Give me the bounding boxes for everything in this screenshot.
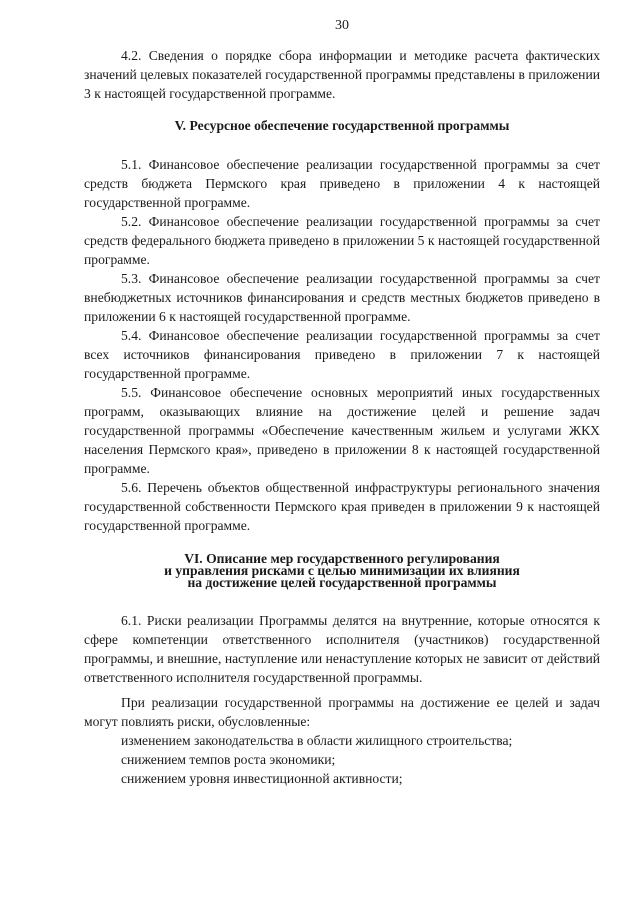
page-number: 30 xyxy=(335,18,349,33)
paragraph-5-4: 5.4. Финансовое обеспечение реализации государственной программы за счет всех источников финансирования приведено в приложении 7 к настоящей государственной программе. xyxy=(84,328,600,381)
paragraph-4-2: 4.2. Сведения о порядке сбора информации и методике расчета фактических значений целевых показателей государственной программы представлены в приложении 3 к настоящей государственной программе. xyxy=(84,48,600,101)
section-5-title: V. Ресурсное обеспечение государственной программы xyxy=(174,118,510,133)
section-6-title-line-2: и управления рисками с целью минимизации их влияния xyxy=(164,563,520,578)
paragraph-6-1: 6.1. Риски реализации Программы делятся на внутренние, которые относятся к сфере компетенции ответственного исполнителя (участников) государственной программы, и внешние, наступление или ненаступление которых не зависит от действий ответственного исполнителя государственной программы. xyxy=(84,613,600,685)
paragraph-5-6: 5.6. Перечень объектов общественной инфраструктуры регионального значения государственной собственности Пермского края приведен в приложении 9 к настоящей государственной программе. xyxy=(84,480,600,533)
risk-item: изменением законодательства в области жилищного строительства; xyxy=(121,733,513,748)
paragraph-5-3: 5.3. Финансовое обеспечение реализации государственной программы за счет внебюджетных источников финансирования и средств местных бюджетов приведено в приложении 6 к настоящей государственной программе. xyxy=(84,271,600,324)
risk-item: снижением темпов роста экономики; xyxy=(121,752,336,767)
section-6-title-line-3: на достижение целей государственной программы xyxy=(187,575,497,590)
paragraph-5-2: 5.2. Финансовое обеспечение реализации государственной программы за счет средств федерального бюджета приведено в приложении 5 к настоящей государственной программе. xyxy=(84,214,600,267)
risk-item: снижением уровня инвестиционной активности; xyxy=(121,771,403,786)
section-6-title xyxy=(84,553,600,589)
paragraph-5-1: 5.1. Финансовое обеспечение реализации государственной программы за счет средств бюджета Пермского края приведено в приложении 4 к настоящей государственной программе. xyxy=(84,157,600,210)
paragraph-risks-intro: При реализации государственной программы на достижение ее целей и задач могут повлиять риски, обусловленные: xyxy=(84,695,600,729)
paragraph-5-5: 5.5. Финансовое обеспечение основных мероприятий иных государственных программ, оказывающих влияние на достижение целей и решение задач государственной программы «Обеспечение качественным жильем и услугами ЖКХ населения Пермского края», приведено в приложении 8 к настоящей государственной программе. xyxy=(84,385,600,476)
section-6-title-line-1: VI. Описание мер государственного регулирования xyxy=(184,551,500,566)
